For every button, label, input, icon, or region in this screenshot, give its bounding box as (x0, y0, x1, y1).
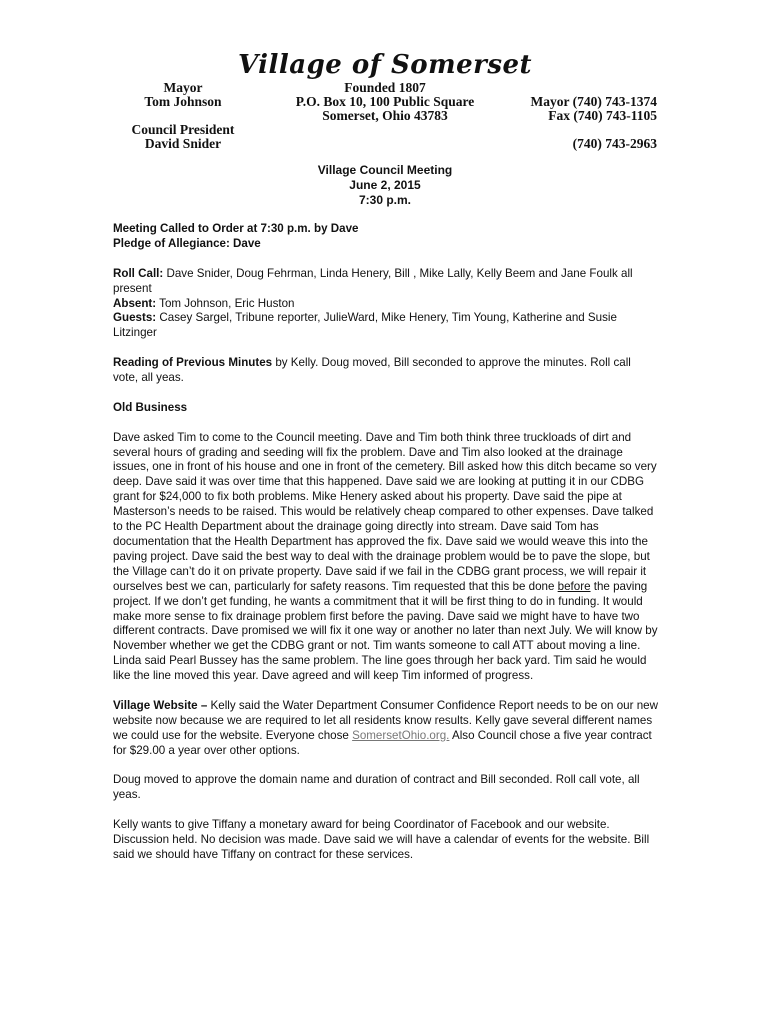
president-name: David Snider (144, 136, 222, 151)
domain-motion: Doug moved to approve the domain name and duration of contract and Bill seconded. Roll call vote, all yeas. (113, 773, 640, 802)
phone-number: (740) 743-2963 (572, 136, 657, 151)
mayor-label: Mayor (163, 80, 203, 95)
old-business-text-2: the paving project. If we don’t get funding, he wants a commitment that it will be first thing to do in funding. It would make more sense to fix drainage problem first before the paving. Dave said we might have to have two different contracts. Dave promised we will fix it one way or another no later than next July. We will know by November whether we get the CDBG grant or not. Tim wants someone to call ATT about moving a line. Linda said Pearl Bussey has the same problem. The line goes through her back yard. Tim said he would like the line moved this year. Dave agreed and will keep Tim informed of progress. (113, 579, 658, 683)
letterhead-address (275, 81, 495, 123)
roll-call-text: Dave Snider, Doug Fehrman, Linda Henery, Bill , Mike Lally, Kelly Beem and Jane Foulk all present (113, 266, 633, 295)
website-link[interactable]: SomersetOhio.org. (352, 728, 450, 742)
address-line-1: P.O. Box 10, 100 Public Square (295, 94, 475, 109)
old-business-heading: Old Business (113, 400, 188, 414)
website-paragraph (113, 699, 658, 759)
call-to-order-text: Meeting Called to Order at 7:30 p.m. by Dave (113, 222, 359, 235)
letterhead-officials (118, 81, 248, 151)
minutes-label: Reading of Previous Minutes (113, 356, 273, 370)
address-line-2: Somerset, Ohio 43783 (322, 108, 448, 123)
roll-call-label: Roll Call: (113, 266, 164, 280)
guests-text: Casey Sargel, Tribune reporter, JulieWard, Mike Henery, Tim Young, Katherine and Susie Litzinger (113, 311, 617, 340)
president-label: Council President (131, 122, 235, 137)
letterhead-title: Village of Somerset (237, 50, 533, 80)
website-label: Village Website – (113, 698, 208, 712)
absent-label: Absent: (113, 296, 157, 310)
meeting-title: Village Council Meeting (317, 163, 453, 177)
absent-text: Tom Johnson, Eric Huston (156, 296, 295, 310)
previous-minutes (113, 356, 658, 386)
old-business-paragraph (113, 431, 658, 684)
letterhead-phones (495, 95, 657, 151)
minutes-text: by Kelly. Doug moved, Bill seconded to approve the minutes. Roll call vote, all yeas. (113, 356, 631, 385)
website-text-2: Also Council chose a five year contract for $29.00 a year over other options. (113, 728, 652, 757)
founded-line: Founded 1807 (344, 80, 426, 95)
meeting-date: June 2, 2015 (349, 178, 421, 192)
minutes-body (113, 222, 658, 878)
fax-number: Fax (740) 743-1105 (548, 108, 657, 123)
attendance-section (113, 267, 658, 342)
guests-label: Guests: (113, 311, 157, 325)
meeting-time: 7:30 p.m. (358, 193, 412, 207)
website-text-1: Kelly said the Water Department Consumer Confidence Report needs to be on our new website now because we are required to let all residents know results. Kelly gave several different names we could use for the website. Everyone chose (113, 698, 658, 742)
old-business-text-1: Dave asked Tim to come to the Council meeting. Dave and Tim both think three truckloads of dirt and several hours of grading and seeding will fix the problem. Dave and Tim also looked at the drainage issues, one in front of his house and one in front of the cemetery. Bill asked how this ditch became so very deep. Dave said it was over time that this happened. Dave said we are looking at putting it in our CDBG grant for $24,000 to fix both problems. Mike Henery asked about his property. Dave said the pipe at Masterson’s needs to be raised. This would be relatively cheap compared to other expenses. Dave talked to the PC Health Department about the drainage going directly into stream. Dave said Tom has documentation that the Health Department has approved the fix. Dave said we would weave this into the paving project. Dave said the best way to deal with the drainage problem would be to pave the slope, but the Village can’t do it on private property. Dave said if we fail in the CDBG grant process, we will repair it ourselves best we can, particularly for safety reasons. Tim requested that this be done (113, 430, 657, 593)
mayor-phone: Mayor (740) 743-1374 (530, 94, 657, 109)
underlined-before: before (557, 579, 591, 593)
pledge-text: Pledge of Allegiance: Dave (113, 236, 261, 250)
mayor-name: Tom Johnson (144, 94, 222, 109)
meeting-heading (0, 163, 770, 208)
call-to-order (113, 222, 658, 252)
tiffany-award: Kelly wants to give Tiffany a monetary award for being Coordinator of Facebook and our website. Discussion held. No decision was made. Dave said we will have a calendar of events for the website. Bill said we should have Tiffany on contract for these services. (113, 818, 650, 861)
